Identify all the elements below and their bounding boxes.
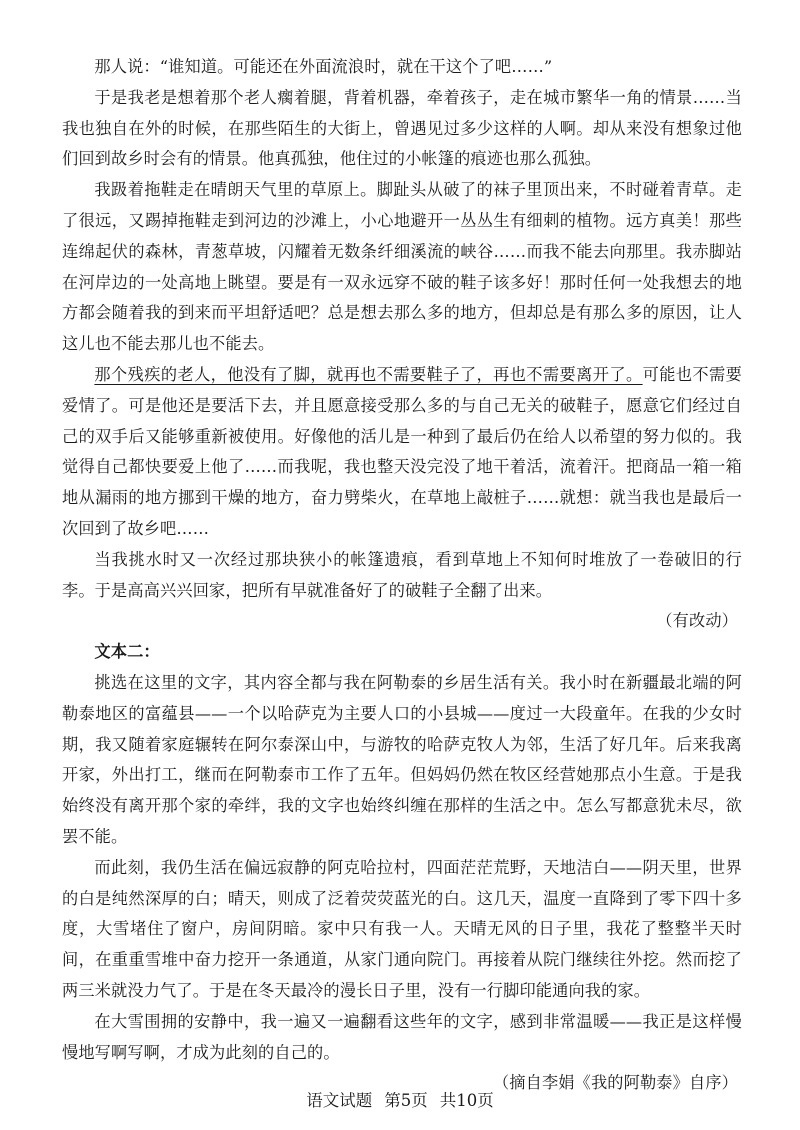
text-two-heading: 文本二： <box>94 642 160 662</box>
text-one-paragraph-2: 于是我老是想着那个老人瘸着腿，背着机器，牵着孩子，走在城市繁华一角的情景……当我也独自在外的时候，在那些陌生的大街上，曾遇见过多少这样的人啊。却从来没有想象过他们回到故乡时会有的情景。他真孤独，他住过的小帐篷的痕迹也那么孤独。 <box>62 87 742 169</box>
underlined-sentence: 那个残疾的老人，他没有了脚，就再也不需要鞋子了，再也不需要离开了。 <box>94 364 643 384</box>
footer-subject: 语文试题 <box>306 1091 373 1110</box>
footer-total-pages: 共10页 <box>439 1091 494 1110</box>
footer-page-number: 第5页 <box>384 1091 428 1110</box>
text-one-paragraph-1: 那人说：“谁知道。可能还在外面流浪时，就在干这个了吧……” <box>94 57 553 76</box>
text-two-paragraph-2: 而此刻，我仍生活在偏远寂静的阿克哈拉村，四面茫茫荒野，天地洁白——阴天里，世界的白是纯然深厚的白；晴天，则成了泛着荧荧蓝光的白。这几天，温度一直降到了零下四十多度，大雪堵住了窗户，房间阴暗。家中只有我一人。天晴无风的日子里，我花了整整半天时间，在重重雪堆中奋力挖开一条通道，从家门通向院门。再接着从院门继续往外挖。然而挖了两三米就没力气了。于是在冬天最冷的漫长日子里，没有一行脚印能通向我的家。 <box>62 857 742 1000</box>
text-two-paragraph-1: 挑选在这里的文字，其内容全都与我在阿勒泰的乡居生活有关。我小时在新疆最北端的阿勒泰地区的富蕴县——一个以哈萨克为主要人口的小县城——度过一大段童年。在我的少女时期，我又随着家庭辗转在阿尔泰深山中，与游牧的哈萨克牧人为邻，生活了好几年。后来我离开家，外出打工，继而在阿勒泰市工作了五年。但妈妈仍然在牧区经营她那点小生意。于是我始终没有离开那个家的牵绊，我的文字也始终纠缠在那样的生活之中。怎么写都意犹未尽，欲罢不能。 <box>62 672 742 846</box>
revision-note: （有改动） <box>656 611 738 631</box>
text-one-paragraph-3: 我趿着拖鞋走在晴朗天气里的草原上。脚趾头从破了的袜子里顶出来，不时碰着青草。走了很远，又踢掉拖鞋走到河边的沙滩上，小心地避开一丛丛生有细刺的植物。远方真美！那些连绵起伏的森林，青葱草坡，闪耀着无数条纤细溪流的峡谷……而我不能去向那里。我赤脚站在河岸边的一处高地上眺望。要是有一双永远穿不破的鞋子该多好！那时任何一处我想去的地方都会随着我的到来而平坦舒适吧？总是想去那么多的地方，但却总是有那么多的原因，让人这儿也不能去那儿也不能去。 <box>62 180 742 354</box>
text-one-paragraph-4 <box>62 360 742 545</box>
text-two-paragraph-3: 在大雪围拥的安静中，我一遍又一遍翻看这些年的文字，感到非常温暖——我正是这样慢慢地写啊写啊，才成为此刻的自己的。 <box>62 1011 742 1062</box>
source-citation: （摘自李娟《我的阿勒泰》自序） <box>492 1073 738 1093</box>
reading-passage <box>62 52 742 1099</box>
page-footer <box>0 1087 800 1111</box>
paragraph-4-rest: 可能也不需要爱情了。可是他还是要活下去，并且愿意接受那么多的与自己无关的破鞋子，愿意它们经过自己的双手后又能够重新被使用。好像他的活儿是一种到了最后仍在给人以希望的努力似的。我觉得自己都快要爱上他了……而我呢，我也整天没完没了地干着活，流着汗。把商品一箱一箱地从漏雨的地方挪到干燥的地方，奋力劈柴火，在草地上敲桩子……就想：就当我也是最后一次回到了故乡吧…… <box>62 364 742 538</box>
text-one-paragraph-5: 当我挑水时又一次经过那块狭小的帐篷遗痕，看到草地上不知何时堆放了一卷破旧的行李。于是高高兴兴回家，把所有早就准备好了的破鞋子全翻了出来。 <box>62 549 742 600</box>
